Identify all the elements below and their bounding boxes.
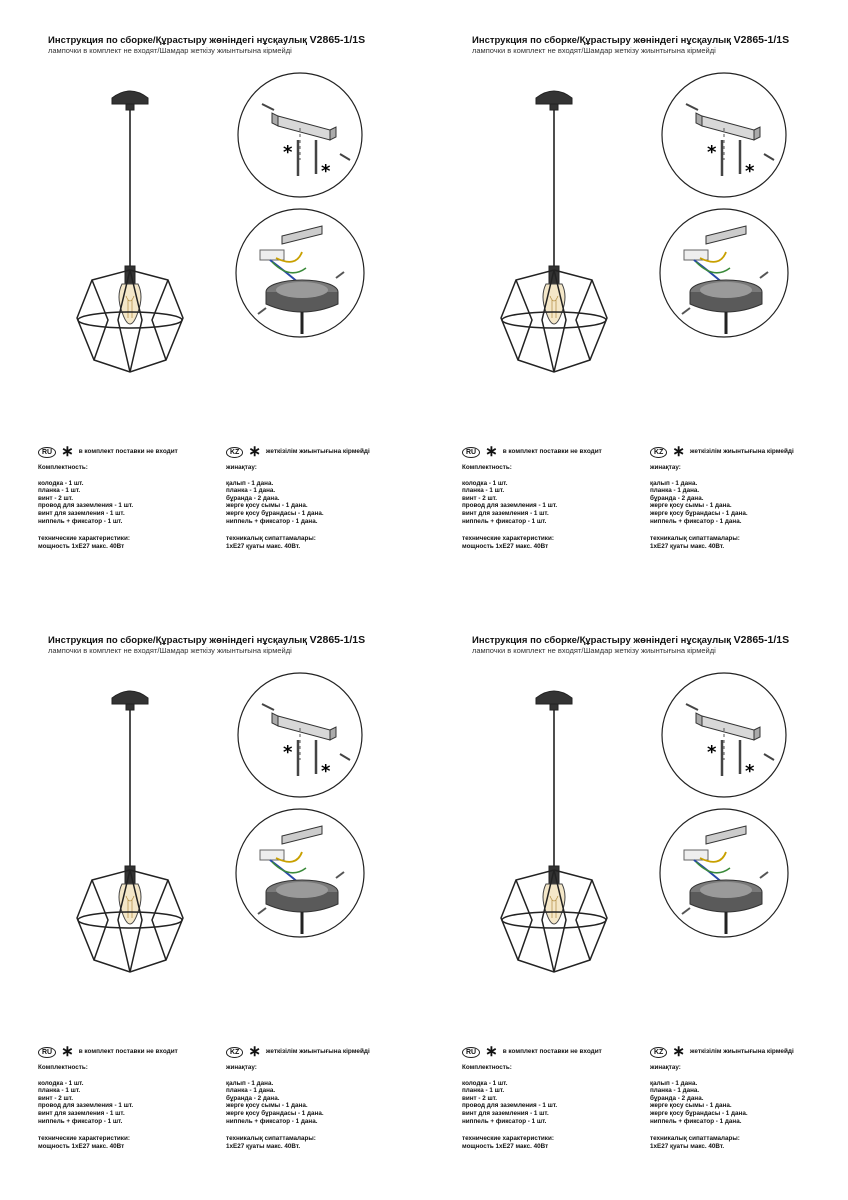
- ru-badge: RU: [462, 447, 480, 458]
- list-item: жерге қосу бұрандасы - 1 дана.: [226, 509, 324, 517]
- kz-kit-label: жинақтау:: [650, 1064, 681, 1071]
- star-icon: ∗: [61, 1043, 74, 1060]
- instruction-sheet: [424, 600, 848, 1200]
- ru-spec-value: мощность 1хЕ27 макс. 40Вт: [38, 1142, 125, 1150]
- list-item: қалып - 1 дана.: [226, 479, 274, 487]
- lamp-socket: [125, 266, 135, 284]
- ru-spec-label: технические характеристики:: [462, 1135, 554, 1143]
- list-item: қалып - 1 дана.: [226, 1079, 274, 1087]
- kz-spec-label: техникалық сипаттамалары:: [226, 1135, 316, 1143]
- list-item: жерге қосу бұрандасы - 1 дана.: [226, 1109, 324, 1117]
- ru-spec-label: технические характеристики:: [38, 1135, 130, 1143]
- model-code: V2865-1/1S: [309, 634, 366, 646]
- assembly-illustration: [424, 0, 848, 440]
- star-marker: *: [321, 761, 331, 782]
- list-item: планка - 1 дана.: [226, 1087, 276, 1095]
- list-item: провод для заземления - 1 шт.: [462, 1102, 558, 1110]
- list-item: ниппель + фиксатор - 1 шт.: [462, 517, 547, 525]
- kz-badge: KZ: [226, 1047, 243, 1058]
- kz-note: жеткізілім жиынтығына кірмейді: [265, 448, 370, 456]
- ru-spec-value: мощность 1хЕ27 макс. 40Вт: [462, 1142, 549, 1150]
- kz-column: [226, 444, 416, 550]
- star-marker: *: [321, 161, 331, 182]
- ru-kit-label: Комплектность:: [38, 464, 88, 471]
- star-icon: ∗: [485, 1043, 498, 1060]
- star-icon: ∗: [672, 1043, 685, 1060]
- kz-header: [650, 1044, 840, 1060]
- detail-bracket-circle: [662, 673, 786, 797]
- ru-badge: RU: [462, 1047, 480, 1058]
- list-item: бұранда - 2 дана.: [650, 494, 704, 502]
- list-item: планка - 1 шт.: [462, 1087, 505, 1095]
- title-text: Инструкция по сборке/Құрастыру жөніндегі нұсқаулық: [48, 635, 307, 646]
- assembly-illustration: [424, 600, 848, 1040]
- kz-spec-value: 1хЕ27 қуаты макс. 40Вт.: [650, 1142, 725, 1150]
- detail-canopy-circle: [236, 809, 364, 937]
- list-item: винт - 2 шт.: [38, 1094, 74, 1102]
- pendant-lamp-image: [501, 691, 607, 972]
- list-item: планка - 1 шт.: [38, 487, 81, 495]
- kz-column: [650, 444, 840, 550]
- list-item: ниппель + фиксатор - 1 шт.: [462, 1117, 547, 1125]
- instruction-sheet: [0, 0, 424, 600]
- star-icon: ∗: [248, 1043, 261, 1060]
- list-item: планка - 1 шт.: [462, 487, 505, 495]
- model-code: V2865-1/1S: [733, 634, 790, 646]
- detail-bracket-circle: [238, 73, 362, 197]
- ru-kit-label: Комплектность:: [38, 1064, 88, 1071]
- kz-kit-list: [650, 480, 840, 526]
- kz-header: [226, 1044, 416, 1060]
- kz-badge: KZ: [650, 447, 667, 458]
- list-item: жерге қосу сымы - 1 дана.: [650, 502, 732, 510]
- ru-note: в комплект поставки не входит: [502, 1048, 602, 1056]
- list-item: колодка - 1 шт.: [38, 479, 84, 487]
- kz-note: жеткізілім жиынтығына кірмейді: [689, 448, 794, 456]
- ceiling-canopy: [112, 91, 148, 104]
- ru-kit-list: [462, 1080, 632, 1126]
- kz-spec-label: техникалық сипаттамалары:: [650, 1135, 740, 1143]
- canopy-nipple: [550, 104, 558, 110]
- list-item: бұранда - 2 дана.: [650, 1094, 704, 1102]
- list-item: ниппель + фиксатор - 1 дана.: [226, 1117, 318, 1125]
- star-icon: ∗: [485, 443, 498, 460]
- ru-spec-label: технические характеристики:: [38, 535, 130, 543]
- ru-badge: RU: [38, 447, 56, 458]
- sheet-subtitle: лампочки в комплект не входят/Шамдар жеткізу жиынтығына кірмейді: [472, 646, 716, 655]
- ru-note: в комплект поставки не входит: [502, 448, 602, 456]
- instruction-sheet: [0, 600, 424, 1200]
- kz-column: [226, 1044, 416, 1150]
- list-item: жерге қосу бұрандасы - 1 дана.: [650, 1109, 748, 1117]
- list-item: ниппель + фиксатор - 1 шт.: [38, 1117, 123, 1125]
- canopy-nipple: [550, 704, 558, 710]
- list-item: винт - 2 шт.: [38, 494, 74, 502]
- ru-spec-value: мощность 1хЕ27 макс. 40Вт: [38, 542, 125, 550]
- kz-kit-list: [650, 1080, 840, 1126]
- ru-column: [38, 1044, 208, 1150]
- kz-spec-value: 1хЕ27 қуаты макс. 40Вт.: [226, 1142, 301, 1150]
- assembly-illustration: [0, 600, 424, 1040]
- list-item: планка - 1 шт.: [38, 1087, 81, 1095]
- ru-column: [462, 444, 632, 550]
- star-marker: *: [283, 142, 293, 163]
- ru-kit-list: [38, 480, 208, 526]
- model-code: V2865-1/1S: [309, 34, 366, 46]
- list-item: планка - 1 дана.: [226, 487, 276, 495]
- ceiling-canopy: [536, 691, 572, 704]
- ru-kit-label: Комплектность:: [462, 1064, 512, 1071]
- list-item: планка - 1 дана.: [650, 1087, 700, 1095]
- ceiling-canopy: [536, 91, 572, 104]
- list-item: жерге қосу сымы - 1 дана.: [226, 1102, 308, 1110]
- ceiling-canopy: [112, 691, 148, 704]
- list-item: ниппель + фиксатор - 1 дана.: [650, 517, 742, 525]
- list-item: ниппель + фиксатор - 1 дана.: [226, 517, 318, 525]
- ru-header: [462, 444, 632, 460]
- ru-header: [38, 444, 208, 460]
- title-text: Инструкция по сборке/Құрастыру жөніндегі нұсқаулық: [472, 635, 731, 646]
- list-item: провод для заземления - 1 шт.: [462, 502, 558, 510]
- kz-spec-value: 1хЕ27 қуаты макс. 40Вт.: [650, 542, 725, 550]
- ru-kit-list: [38, 1080, 208, 1126]
- list-item: винт - 2 шт.: [462, 494, 498, 502]
- kz-column: [650, 1044, 840, 1150]
- list-item: винт - 2 шт.: [462, 1094, 498, 1102]
- detail-canopy-circle: [236, 209, 364, 337]
- instruction-sheet: [424, 0, 848, 600]
- list-item: винт для заземления - 1 шт.: [462, 509, 549, 517]
- ru-header: [462, 1044, 632, 1060]
- ru-header: [38, 1044, 208, 1060]
- kz-badge: KZ: [650, 1047, 667, 1058]
- sheet-subtitle: лампочки в комплект не входят/Шамдар жеткізу жиынтығына кірмейді: [48, 646, 292, 655]
- kz-kit-label: жинақтау:: [226, 1064, 257, 1071]
- list-item: колодка - 1 шт.: [38, 1079, 84, 1087]
- detail-canopy-circle: [660, 209, 788, 337]
- kz-badge: KZ: [226, 447, 243, 458]
- pendant-lamp-image: [77, 91, 183, 372]
- list-item: колодка - 1 шт.: [462, 479, 508, 487]
- title-text: Инструкция по сборке/Құрастыру жөніндегі нұсқаулық: [48, 35, 307, 46]
- list-item: жерге қосу бұрандасы - 1 дана.: [650, 509, 748, 517]
- detail-bracket-circle: [662, 73, 786, 197]
- detail-bracket-circle: [238, 673, 362, 797]
- ru-spec-label: технические характеристики:: [462, 535, 554, 543]
- star-icon: ∗: [248, 443, 261, 460]
- ru-kit-label: Комплектность:: [462, 464, 512, 471]
- list-item: қалып - 1 дана.: [650, 479, 698, 487]
- star-marker: *: [283, 742, 293, 763]
- detail-canopy-circle: [660, 809, 788, 937]
- list-item: винт для заземления - 1 шт.: [38, 509, 125, 517]
- kz-spec-value: 1хЕ27 қуаты макс. 40Вт.: [226, 542, 301, 550]
- list-item: винт для заземления - 1 шт.: [462, 1109, 549, 1117]
- canopy-nipple: [126, 104, 134, 110]
- list-item: винт для заземления - 1 шт.: [38, 1109, 125, 1117]
- sheet-subtitle: лампочки в комплект не входят/Шамдар жеткізу жиынтығына кірмейді: [472, 46, 716, 55]
- lamp-socket: [125, 866, 135, 884]
- ru-note: в комплект поставки не входит: [78, 1048, 178, 1056]
- kz-note: жеткізілім жиынтығына кірмейді: [265, 1048, 370, 1056]
- kz-kit-list: [226, 1080, 416, 1126]
- star-marker: *: [745, 761, 755, 782]
- canopy-nipple: [126, 704, 134, 710]
- list-item: бұранда - 2 дана.: [226, 1094, 280, 1102]
- pendant-lamp-image: [501, 91, 607, 372]
- kz-kit-label: жинақтау:: [226, 464, 257, 471]
- ru-note: в комплект поставки не входит: [78, 448, 178, 456]
- model-code: V2865-1/1S: [733, 34, 790, 46]
- pendant-lamp-image: [77, 691, 183, 972]
- lamp-socket: [549, 866, 559, 884]
- list-item: қалып - 1 дана.: [650, 1079, 698, 1087]
- list-item: ниппель + фиксатор - 1 шт.: [38, 517, 123, 525]
- kz-header: [226, 444, 416, 460]
- list-item: колодка - 1 шт.: [462, 1079, 508, 1087]
- title-text: Инструкция по сборке/Құрастыру жөніндегі нұсқаулық: [472, 35, 731, 46]
- list-item: бұранда - 2 дана.: [226, 494, 280, 502]
- kz-header: [650, 444, 840, 460]
- ru-spec-value: мощность 1хЕ27 макс. 40Вт: [462, 542, 549, 550]
- star-marker: *: [707, 742, 717, 763]
- assembly-illustration: [0, 0, 424, 440]
- lamp-socket: [549, 266, 559, 284]
- ru-kit-list: [462, 480, 632, 526]
- star-icon: ∗: [61, 443, 74, 460]
- star-icon: ∗: [672, 443, 685, 460]
- kz-spec-label: техникалық сипаттамалары:: [226, 535, 316, 543]
- kz-spec-label: техникалық сипаттамалары:: [650, 535, 740, 543]
- sheet-subtitle: лампочки в комплект не входят/Шамдар жеткізу жиынтығына кірмейді: [48, 46, 292, 55]
- ru-column: [462, 1044, 632, 1150]
- list-item: планка - 1 дана.: [650, 487, 700, 495]
- ru-badge: RU: [38, 1047, 56, 1058]
- list-item: провод для заземления - 1 шт.: [38, 502, 134, 510]
- list-item: жерге қосу сымы - 1 дана.: [650, 1102, 732, 1110]
- list-item: провод для заземления - 1 шт.: [38, 1102, 134, 1110]
- kz-note: жеткізілім жиынтығына кірмейді: [689, 1048, 794, 1056]
- list-item: жерге қосу сымы - 1 дана.: [226, 502, 308, 510]
- star-marker: *: [707, 142, 717, 163]
- list-item: ниппель + фиксатор - 1 дана.: [650, 1117, 742, 1125]
- star-marker: *: [745, 161, 755, 182]
- ru-column: [38, 444, 208, 550]
- kz-kit-list: [226, 480, 416, 526]
- kz-kit-label: жинақтау:: [650, 464, 681, 471]
